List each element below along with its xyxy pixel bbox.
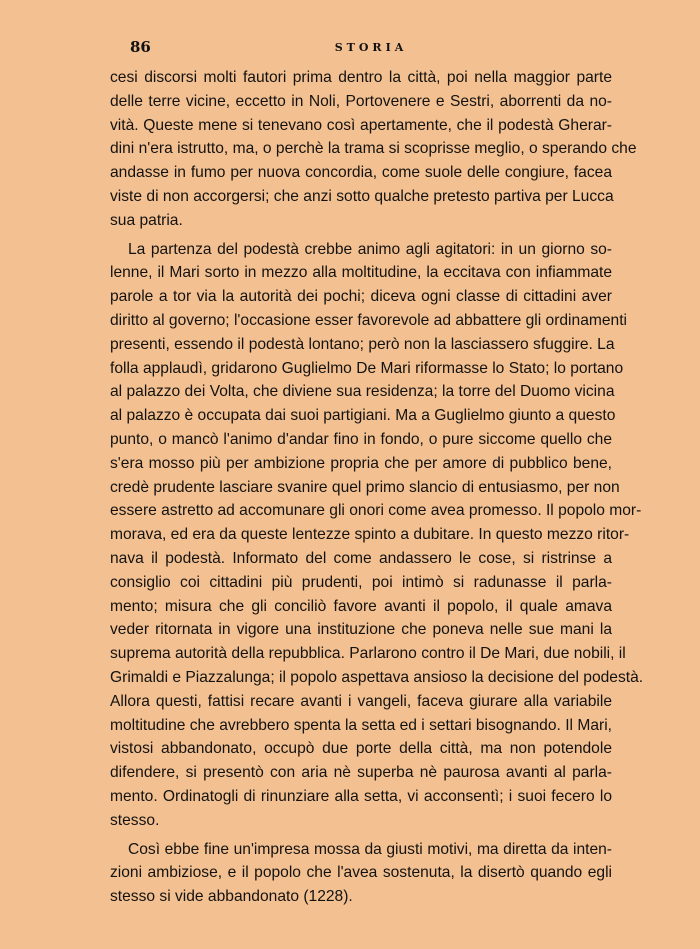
text-line: mento. Ordinatogli di rinunziare alla setta, vi acconsentì; i suoi fecero lo (110, 787, 612, 805)
text-line: presenti, essendo il podestà lontano; però non la lasciassero sfuggire. La (110, 335, 615, 353)
text-line: al palazzo dei Volta, che diviene sua residenza; la torre del Duomo vicina (110, 383, 615, 401)
text-line: stesso. (110, 811, 160, 829)
text-line: credè prudente lasciare svanire quel primo slancio di entusiasmo, per non (110, 478, 620, 496)
text-line: morava, ed era da queste lentezze spinto a dubitare. In questo mezzo ritor- (110, 526, 630, 544)
text-line: sua patria. (110, 211, 183, 229)
text-line: nava il podestà. Informato del come andassero le cose, si ristrinse a (110, 549, 612, 567)
page-header (130, 38, 612, 60)
text-line: essere astretto ad accomunare gli onori come avea promesso. Il popolo mor- (110, 502, 642, 520)
text-line: delle terre vicine, eccetto in Noli, Portovenere e Sestri, aborrenti da no- (110, 92, 612, 110)
text-line: zioni ambiziose, e il popolo che l'avea sostenuta, la disertò quando egli (110, 864, 612, 882)
text-line: vità. Queste mene si tenevano così apertamente, che il podestà Gherar- (110, 116, 612, 134)
text-line: andasse in fumo per nuova concordia, come suole delle congiure, facea (110, 164, 612, 182)
text-line: folla applaudì, gridarono Guglielmo De Mari riformasse lo Stato; lo portano (110, 359, 624, 377)
text-line: moltitudine che avrebbero spenta la setta ed i settari bisognando. Il Mari, (110, 716, 612, 734)
text-line: vistosi abbandonato, occupò due porte della città, ma non potendole (110, 740, 612, 758)
text-line: cesi discorsi molti fautori prima dentro la città, poi nella maggior parte (110, 69, 612, 86)
text-line: punto, o mancò l'animo d'andar fino in fondo, o pure siccome quello che (110, 430, 612, 448)
text-line: viste di non accorgersi; che anzi sotto qualche pretesto partiva per Lucca (110, 187, 614, 205)
text-line: veder ritornata in vigore una instituzione che poneva nelle sue mani la (110, 621, 612, 639)
text-line: Grimaldi e Piazzalunga; il popolo aspettava ansioso la decisione del podestà. (110, 668, 644, 686)
paragraph (110, 238, 644, 833)
text-line: suprema autorità della repubblica. Parlarono contro il De Mari, due nobili, il (110, 645, 626, 663)
text-line: Così ebbe fine un'impresa mossa da giusti motivi, ma diretta da inten- (128, 840, 612, 858)
text-line: parole a tor via la autorità dei pochi; diceva ogni classe di cittadini aver (110, 288, 612, 306)
text-line: consiglio coi cittadini più prudenti, poi intimò si radunasse il parla- (110, 573, 612, 591)
page-number: 86 (130, 38, 151, 56)
text-line: s'era mosso più per ambizione propria che per amore di pubblico bene, (110, 454, 612, 472)
text-line: al palazzo è occupata dai suoi partigiani. Ma a Guglielmo giunto a questo (110, 407, 616, 425)
paragraph (110, 66, 637, 233)
running-title: STORIA (334, 41, 408, 54)
text-line: difendere, si presentò con aria nè superba nè paurosa avanti al parla- (110, 764, 612, 782)
text-line: lenne, il Mari sorto in mezzo alla moltitudine, la eccitava con infiammate (110, 264, 612, 282)
paragraph (110, 838, 612, 909)
text-line: dini n'era istrutto, ma, o perchè la trama si scoprisse meglio, o sperando che (110, 140, 637, 158)
text-line: mento; misura che gli conciliò favore avanti il popolo, il quale amava (110, 597, 612, 615)
body-text (110, 66, 644, 909)
text-line: diritto al governo; l'occasione esser favorevole ad abbattere gli ordinamenti (110, 311, 627, 329)
text-line: Allora questi, fattisi recare avanti i vangeli, faceva giurare alla variabile (110, 692, 612, 710)
text-line: La partenza del podestà crebbe animo agli agitatori: in un giorno so- (128, 240, 612, 258)
text-line: stesso si vide abbandonato (1228). (110, 888, 353, 906)
